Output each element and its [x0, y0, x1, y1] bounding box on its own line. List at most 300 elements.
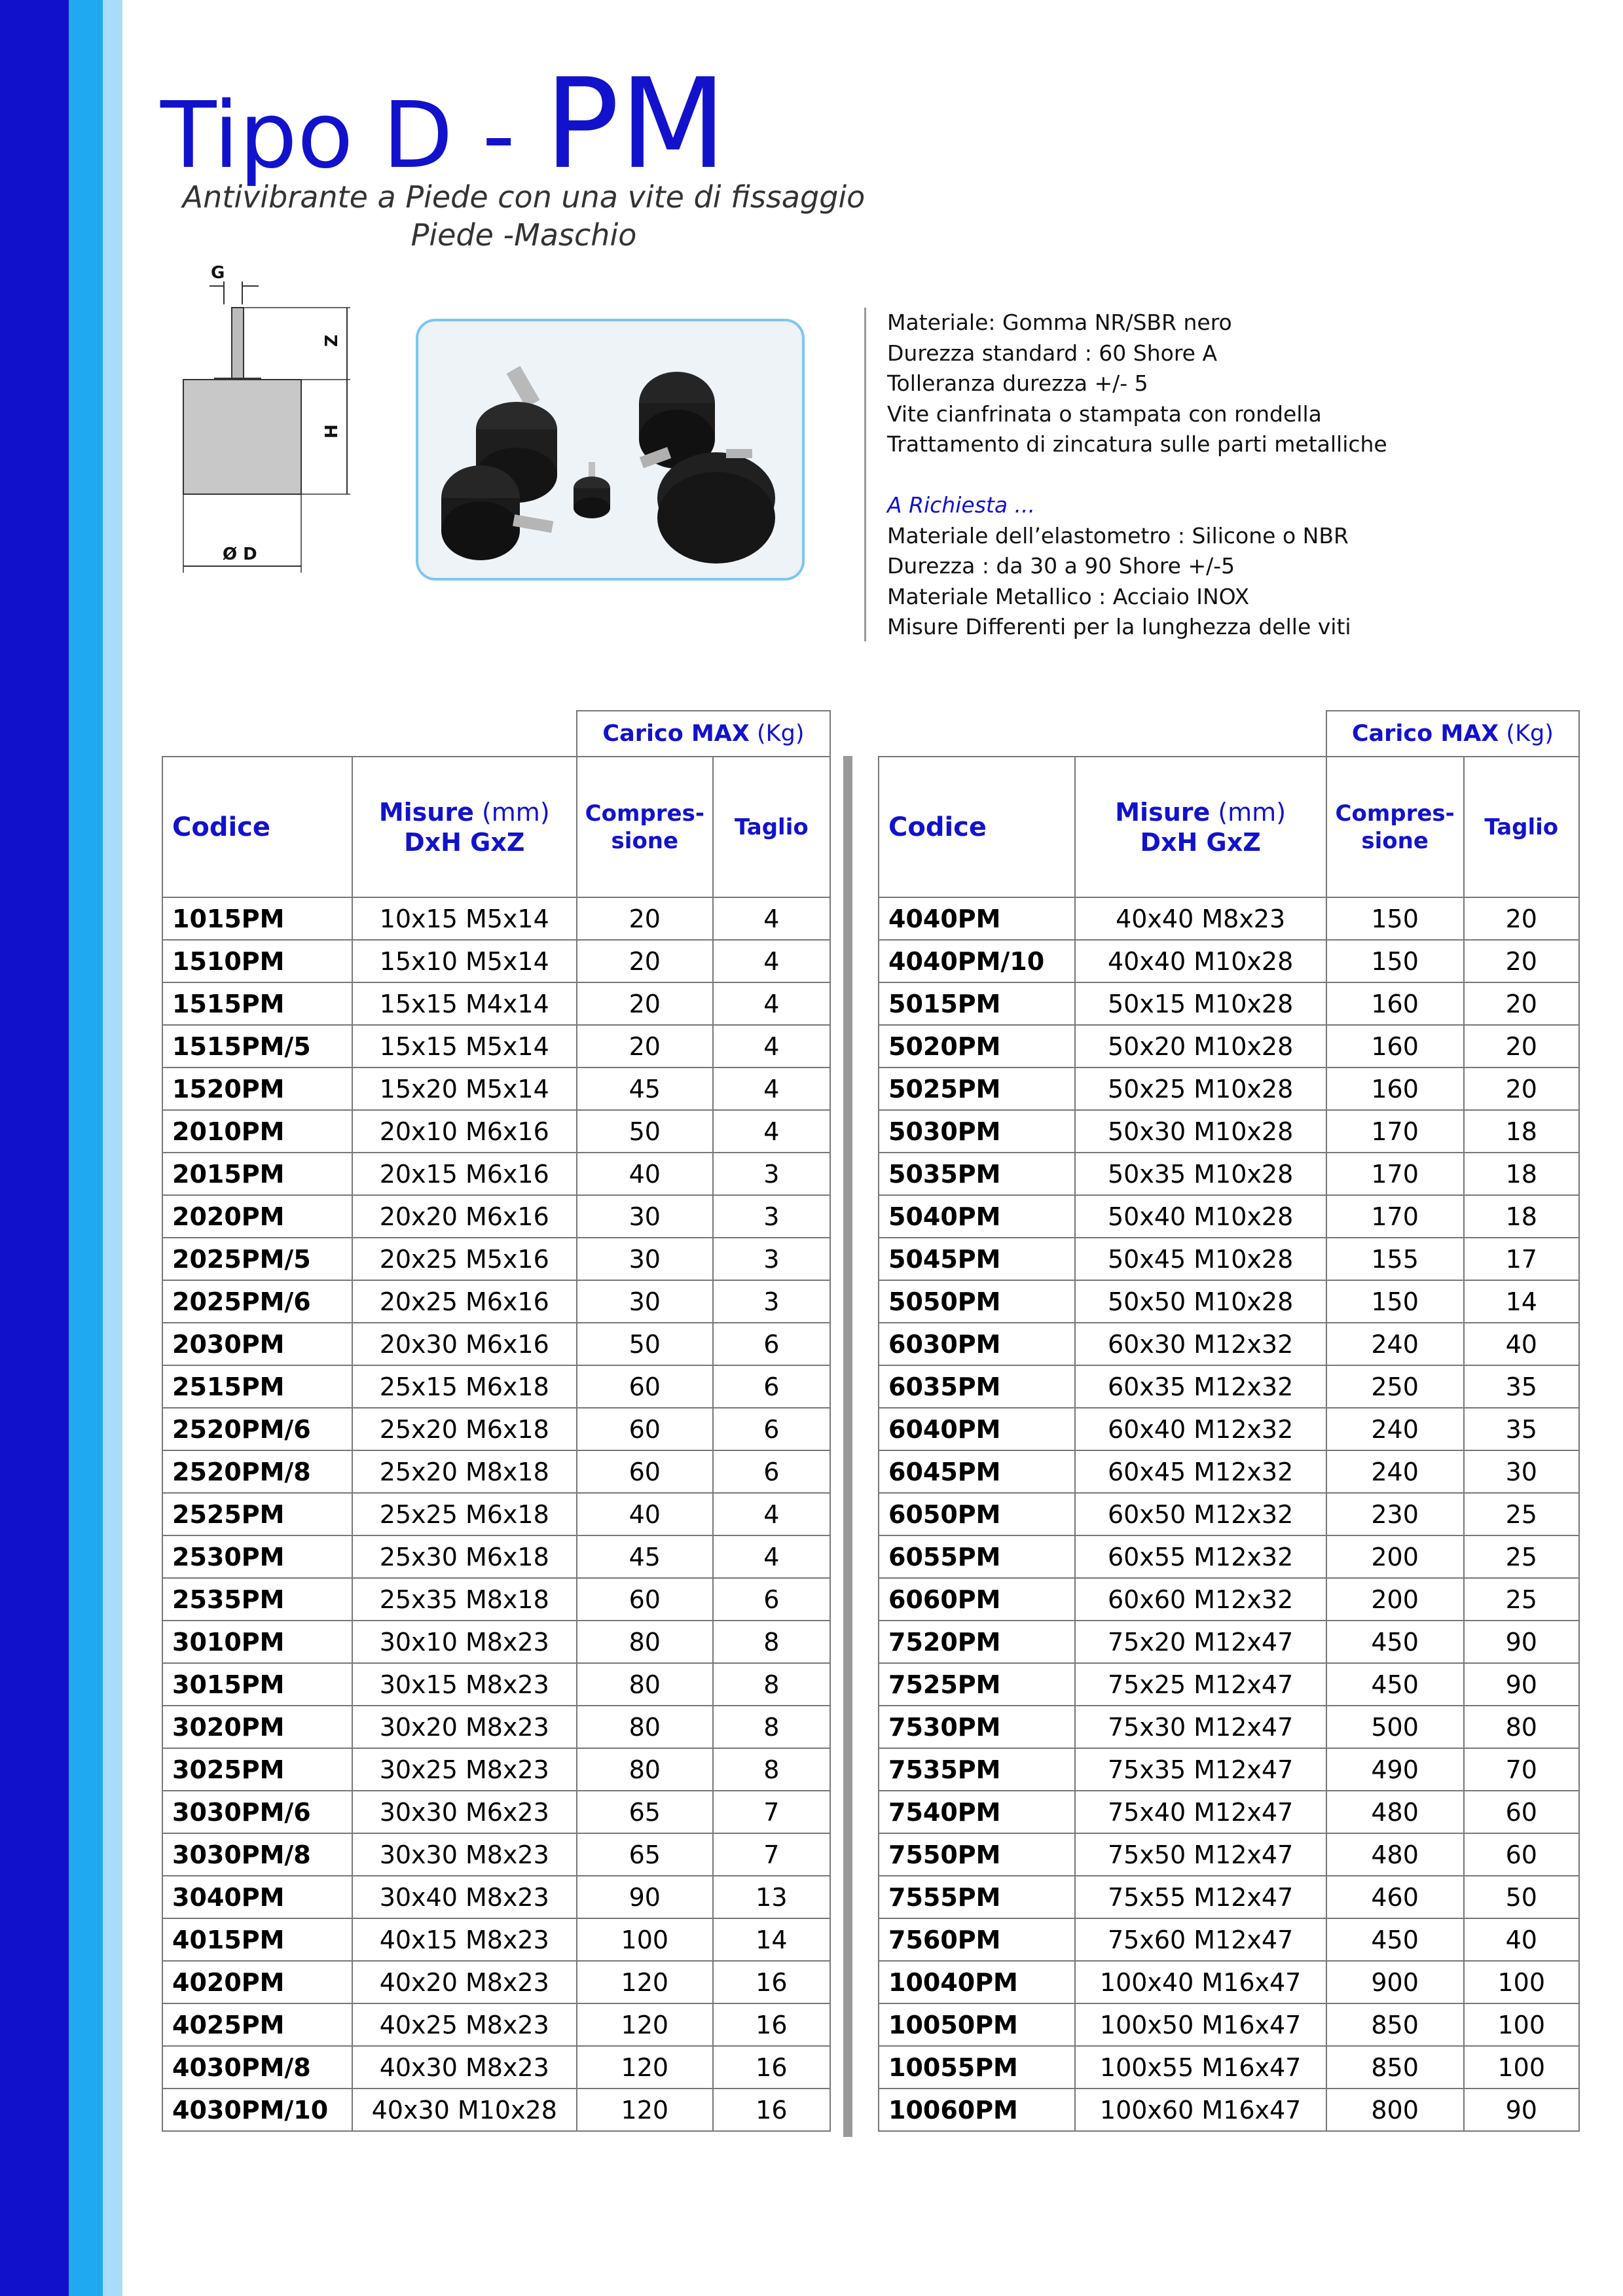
table-row	[879, 1323, 1579, 1365]
table-row	[162, 1365, 830, 1408]
cell-taglio: 13	[713, 1876, 830, 1918]
cell-misure: 75x25 M12x47	[1075, 1663, 1326, 1706]
cell-codice: 7550PM	[879, 1833, 1075, 1876]
cell-misure: 50x15 M10x28	[1075, 982, 1326, 1025]
cell-taglio: 6	[713, 1323, 830, 1365]
title-code: PM	[544, 52, 727, 196]
cell-codice: 10060PM	[879, 2089, 1075, 2131]
table-row	[879, 1791, 1579, 1833]
cell-taglio: 25	[1464, 1535, 1579, 1578]
table-row	[162, 940, 830, 982]
cell-misure: 25x35 M8x18	[352, 1578, 577, 1621]
cell-codice: 6055PM	[879, 1535, 1075, 1578]
cell-taglio: 16	[713, 2003, 830, 2046]
on-request-line: Materiale Metallico : Acciaio INOX	[887, 583, 1250, 609]
cell-codice: 2015PM	[162, 1153, 352, 1195]
cell-codice: 4040PM	[879, 897, 1075, 940]
cell-taglio: 50	[1464, 1876, 1579, 1918]
cell-compressione: 480	[1326, 1791, 1464, 1833]
subtitle-line-1: Antivibrante a Piede con una vite di fissaggio	[182, 179, 866, 215]
table-row	[879, 1067, 1579, 1110]
cell-compressione: 40	[577, 1153, 713, 1195]
cell-taglio: 90	[1464, 1621, 1579, 1663]
cell-taglio: 3	[713, 1195, 830, 1238]
table-row	[162, 2003, 830, 2046]
cell-compressione: 170	[1326, 1195, 1464, 1238]
cell-taglio: 60	[1464, 1791, 1579, 1833]
table-group-header-row	[162, 711, 830, 757]
cell-compressione: 20	[577, 897, 713, 940]
cell-misure: 20x30 M6x16	[352, 1323, 577, 1365]
table-row	[162, 1918, 830, 1961]
cell-codice: 4030PM/8	[162, 2046, 352, 2089]
cell-misure: 75x35 M12x47	[1075, 1748, 1326, 1791]
cell-compressione: 45	[577, 1067, 713, 1110]
cell-misure: 25x20 M8x18	[352, 1450, 577, 1493]
column-header-taglio: Taglio	[1464, 757, 1579, 897]
cell-compressione: 850	[1326, 2046, 1464, 2089]
cell-misure: 20x25 M5x16	[352, 1238, 577, 1280]
cell-compressione: 800	[1326, 2089, 1464, 2131]
cell-misure: 60x30 M12x32	[1075, 1323, 1326, 1365]
cell-misure: 20x20 M6x16	[352, 1195, 577, 1238]
cell-misure: 75x55 M12x47	[1075, 1876, 1326, 1918]
cell-compressione: 80	[577, 1621, 713, 1663]
cell-codice: 5020PM	[879, 1025, 1075, 1067]
table-row	[162, 1833, 830, 1876]
cell-compressione: 60	[577, 1450, 713, 1493]
cell-compressione: 450	[1326, 1621, 1464, 1663]
cell-misure: 75x60 M12x47	[1075, 1918, 1326, 1961]
cell-compressione: 200	[1326, 1535, 1464, 1578]
cell-compressione: 80	[577, 1663, 713, 1706]
spec-line: Trattamento di zincatura sulle parti metalliche	[887, 431, 1387, 457]
cell-codice: 6050PM	[879, 1493, 1075, 1535]
cell-taglio: 20	[1464, 897, 1579, 940]
cell-taglio: 16	[713, 1961, 830, 2003]
cell-misure: 30x15 M8x23	[352, 1663, 577, 1706]
cell-misure: 50x40 M10x28	[1075, 1195, 1326, 1238]
table-row	[162, 1238, 830, 1280]
cell-compressione: 250	[1326, 1365, 1464, 1408]
cell-compressione: 490	[1326, 1748, 1464, 1791]
table-row	[879, 940, 1579, 982]
column-header-compressione: Compres- sione	[1326, 757, 1464, 897]
cell-taglio: 40	[1464, 1323, 1579, 1365]
cell-compressione: 160	[1326, 982, 1464, 1025]
dim-label-h: H	[322, 424, 342, 439]
table-row	[879, 1961, 1579, 2003]
cell-taglio: 20	[1464, 982, 1579, 1025]
cell-misure: 30x40 M8x23	[352, 1876, 577, 1918]
on-request-line: Durezza : da 30 a 90 Shore +/-5	[887, 553, 1235, 579]
cell-compressione: 120	[577, 2003, 713, 2046]
cell-taglio: 4	[713, 1535, 830, 1578]
cell-taglio: 80	[1464, 1706, 1579, 1748]
cell-codice: 2025PM/5	[162, 1238, 352, 1280]
cell-taglio: 4	[713, 982, 830, 1025]
cell-compressione: 30	[577, 1280, 713, 1323]
table-row	[162, 897, 830, 940]
product-table-left	[162, 710, 831, 2132]
cell-compressione: 90	[577, 1876, 713, 1918]
cell-taglio: 90	[1464, 1663, 1579, 1706]
cell-misure: 60x50 M12x32	[1075, 1493, 1326, 1535]
cell-codice: 3030PM/8	[162, 1833, 352, 1876]
cell-misure: 75x40 M12x47	[1075, 1791, 1326, 1833]
cell-codice: 6035PM	[879, 1365, 1075, 1408]
technical-drawing	[170, 259, 367, 586]
cell-compressione: 240	[1326, 1323, 1464, 1365]
cell-taglio: 4	[713, 1493, 830, 1535]
cell-taglio: 17	[1464, 1238, 1579, 1280]
table-row	[879, 1706, 1579, 1748]
subtitle-line-2: Piede -Maschio	[410, 217, 637, 253]
cell-codice: 2530PM	[162, 1535, 352, 1578]
cell-codice: 5050PM	[879, 1280, 1075, 1323]
cell-taglio: 60	[1464, 1833, 1579, 1876]
cell-misure: 20x15 M6x16	[352, 1153, 577, 1195]
cell-compressione: 170	[1326, 1153, 1464, 1195]
cell-taglio: 35	[1464, 1408, 1579, 1450]
cell-compressione: 200	[1326, 1578, 1464, 1621]
table-row	[162, 1280, 830, 1323]
cell-compressione: 240	[1326, 1450, 1464, 1493]
cell-compressione: 450	[1326, 1918, 1464, 1961]
cell-compressione: 480	[1326, 1833, 1464, 1876]
cell-codice: 7530PM	[879, 1706, 1075, 1748]
cell-codice: 2020PM	[162, 1195, 352, 1238]
left-border-dark-stripe	[0, 0, 69, 2296]
cell-codice: 2535PM	[162, 1578, 352, 1621]
on-request-heading: A Richiesta ...	[887, 492, 1036, 518]
cell-compressione: 60	[577, 1408, 713, 1450]
cell-misure: 100x50 M16x47	[1075, 2003, 1326, 2046]
table-row	[162, 1706, 830, 1748]
table-row	[162, 1110, 830, 1153]
cell-codice: 1015PM	[162, 897, 352, 940]
cell-codice: 5040PM	[879, 1195, 1075, 1238]
cell-taglio: 70	[1464, 1748, 1579, 1791]
cell-misure: 25x30 M6x18	[352, 1535, 577, 1578]
column-header-taglio: Taglio	[713, 757, 830, 897]
cell-misure: 30x25 M8x23	[352, 1748, 577, 1791]
cell-taglio: 16	[713, 2046, 830, 2089]
product-table-right	[878, 710, 1580, 2132]
cell-compressione: 155	[1326, 1238, 1464, 1280]
column-header-codice: Codice	[879, 757, 1075, 897]
cell-codice: 10040PM	[879, 1961, 1075, 2003]
table-group-header-row	[879, 711, 1579, 757]
carico-max-header: Carico MAX (Kg)	[1326, 711, 1579, 757]
table-row	[879, 2003, 1579, 2046]
cell-taglio: 40	[1464, 1918, 1579, 1961]
table-row	[162, 1961, 830, 2003]
cell-misure: 100x55 M16x47	[1075, 2046, 1326, 2089]
cell-misure: 10x15 M5x14	[352, 897, 577, 940]
cell-compressione: 150	[1326, 897, 1464, 940]
cell-misure: 20x10 M6x16	[352, 1110, 577, 1153]
table-row	[162, 2089, 830, 2131]
cell-compressione: 60	[577, 1365, 713, 1408]
spec-line: Durezza standard : 60 Shore A	[887, 340, 1218, 366]
table-row	[879, 1621, 1579, 1663]
cell-compressione: 240	[1326, 1408, 1464, 1450]
cell-taglio: 6	[713, 1365, 830, 1408]
cell-taglio: 7	[713, 1791, 830, 1833]
table-row	[879, 2046, 1579, 2089]
cell-codice: 3020PM	[162, 1706, 352, 1748]
cell-taglio: 4	[713, 940, 830, 982]
cell-codice: 2010PM	[162, 1110, 352, 1153]
cell-codice: 3040PM	[162, 1876, 352, 1918]
cell-misure: 40x15 M8x23	[352, 1918, 577, 1961]
cell-codice: 4030PM/10	[162, 2089, 352, 2131]
cell-taglio: 25	[1464, 1493, 1579, 1535]
cell-taglio: 6	[713, 1408, 830, 1450]
cell-misure: 75x20 M12x47	[1075, 1621, 1326, 1663]
cell-taglio: 6	[713, 1450, 830, 1493]
table-row	[879, 1535, 1579, 1578]
table-row	[879, 1748, 1579, 1791]
cell-codice: 1515PM/5	[162, 1025, 352, 1067]
cell-compressione: 50	[577, 1110, 713, 1153]
cell-codice: 4025PM	[162, 2003, 352, 2046]
table-row	[162, 982, 830, 1025]
cell-codice: 10055PM	[879, 2046, 1075, 2089]
cell-taglio: 18	[1464, 1153, 1579, 1195]
cell-codice: 2520PM/8	[162, 1450, 352, 1493]
cell-misure: 30x10 M8x23	[352, 1621, 577, 1663]
cell-misure: 40x20 M8x23	[352, 1961, 577, 2003]
table-row	[879, 897, 1579, 940]
cell-compressione: 60	[577, 1578, 713, 1621]
cell-compressione: 120	[577, 2089, 713, 2131]
table-row	[162, 1450, 830, 1493]
left-border-light-stripe	[103, 0, 122, 2296]
cell-misure: 40x30 M8x23	[352, 2046, 577, 2089]
cell-codice: 2525PM	[162, 1493, 352, 1535]
cell-taglio: 4	[713, 897, 830, 940]
table-row	[162, 1195, 830, 1238]
table-row	[879, 1578, 1579, 1621]
cell-taglio: 100	[1464, 1961, 1579, 2003]
table-row	[162, 2046, 830, 2089]
cell-taglio: 8	[713, 1706, 830, 1748]
table-row	[879, 982, 1579, 1025]
cell-misure: 60x60 M12x32	[1075, 1578, 1326, 1621]
cell-taglio: 3	[713, 1280, 830, 1323]
table-row	[162, 1323, 830, 1365]
cell-compressione: 30	[577, 1195, 713, 1238]
cell-codice: 4015PM	[162, 1918, 352, 1961]
cell-codice: 6045PM	[879, 1450, 1075, 1493]
cell-taglio: 20	[1464, 940, 1579, 982]
table-row	[162, 1663, 830, 1706]
column-header-misure: Misure (mm) DxH GxZ	[352, 757, 577, 897]
cell-compressione: 20	[577, 982, 713, 1025]
product-photo-illustration	[418, 321, 802, 578]
cell-taglio: 20	[1464, 1067, 1579, 1110]
cell-misure: 40x40 M10x28	[1075, 940, 1326, 982]
table-row	[162, 1748, 830, 1791]
cell-taglio: 18	[1464, 1195, 1579, 1238]
cell-compressione: 450	[1326, 1663, 1464, 1706]
cell-codice: 5035PM	[879, 1153, 1075, 1195]
cell-codice: 2030PM	[162, 1323, 352, 1365]
mount-photo-4	[574, 462, 610, 518]
cell-taglio: 6	[713, 1578, 830, 1621]
cell-codice: 6030PM	[879, 1323, 1075, 1365]
cell-codice: 7540PM	[879, 1791, 1075, 1833]
table-row	[879, 1110, 1579, 1153]
table-row	[879, 1663, 1579, 1706]
cell-taglio: 90	[1464, 2089, 1579, 2131]
spec-line: Materiale: Gomma NR/SBR nero	[887, 310, 1232, 335]
cell-codice: 3010PM	[162, 1621, 352, 1663]
cell-misure: 40x25 M8x23	[352, 2003, 577, 2046]
cell-misure: 30x30 M6x23	[352, 1791, 577, 1833]
cell-misure: 60x55 M12x32	[1075, 1535, 1326, 1578]
table-row	[879, 1918, 1579, 1961]
cell-codice: 2025PM/6	[162, 1280, 352, 1323]
table-row	[879, 1408, 1579, 1450]
cell-misure: 25x15 M6x18	[352, 1365, 577, 1408]
cell-taglio: 3	[713, 1238, 830, 1280]
table-row	[162, 1153, 830, 1195]
specifications-block	[864, 308, 1453, 641]
cell-misure: 15x15 M4x14	[352, 982, 577, 1025]
cell-taglio: 100	[1464, 2003, 1579, 2046]
table-row	[879, 1280, 1579, 1323]
cell-taglio: 30	[1464, 1450, 1579, 1493]
cell-codice: 5015PM	[879, 982, 1075, 1025]
cell-compressione: 160	[1326, 1067, 1464, 1110]
page-title	[160, 52, 727, 196]
cell-compressione: 65	[577, 1833, 713, 1876]
cell-taglio: 100	[1464, 2046, 1579, 2089]
cell-codice: 5045PM	[879, 1238, 1075, 1280]
dim-label-d: Ø D	[223, 545, 257, 564]
cell-compressione: 460	[1326, 1876, 1464, 1918]
cell-misure: 25x20 M6x18	[352, 1408, 577, 1450]
cell-compressione: 80	[577, 1706, 713, 1748]
dim-label-g: G	[211, 263, 225, 283]
table-separator-bar	[843, 756, 852, 2137]
table-row	[879, 1238, 1579, 1280]
table-row	[879, 2089, 1579, 2131]
cell-codice: 4040PM/10	[879, 940, 1075, 982]
table-row	[162, 1493, 830, 1535]
cell-codice: 3030PM/6	[162, 1791, 352, 1833]
cell-taglio: 20	[1464, 1025, 1579, 1067]
cell-compressione: 30	[577, 1238, 713, 1280]
cell-codice: 3015PM	[162, 1663, 352, 1706]
on-request-line: Materiale dell’elastometro : Silicone o NBR	[887, 522, 1349, 548]
cell-codice: 7520PM	[879, 1621, 1075, 1663]
table-row	[162, 1535, 830, 1578]
cell-misure: 50x50 M10x28	[1075, 1280, 1326, 1323]
cell-misure: 60x40 M12x32	[1075, 1408, 1326, 1450]
cell-compressione: 100	[577, 1918, 713, 1961]
table-row	[879, 1450, 1579, 1493]
cell-codice: 7525PM	[879, 1663, 1075, 1706]
table-row	[879, 1876, 1579, 1918]
cell-codice: 4020PM	[162, 1961, 352, 2003]
cell-compressione: 50	[577, 1323, 713, 1365]
cell-taglio: 35	[1464, 1365, 1579, 1408]
column-header-misure: Misure (mm) DxH GxZ	[1075, 757, 1326, 897]
column-header-compressione: Compres- sione	[577, 757, 713, 897]
left-border-mid-stripe	[69, 0, 103, 2296]
cell-misure: 15x20 M5x14	[352, 1067, 577, 1110]
cell-codice: 1515PM	[162, 982, 352, 1025]
cell-misure: 50x30 M10x28	[1075, 1110, 1326, 1153]
cell-codice: 5025PM	[879, 1067, 1075, 1110]
cell-codice: 7535PM	[879, 1748, 1075, 1791]
cell-misure: 50x20 M10x28	[1075, 1025, 1326, 1067]
carico-max-header: Carico MAX (Kg)	[577, 711, 830, 757]
cell-codice: 5030PM	[879, 1110, 1075, 1153]
cell-codice: 1520PM	[162, 1067, 352, 1110]
cell-compressione: 40	[577, 1493, 713, 1535]
table-row	[162, 1408, 830, 1450]
cell-taglio: 3	[713, 1153, 830, 1195]
table-column-header-row	[162, 757, 830, 897]
cell-compressione: 150	[1326, 1280, 1464, 1323]
cell-misure: 15x10 M5x14	[352, 940, 577, 982]
page-subtitle	[131, 178, 917, 254]
cell-taglio: 18	[1464, 1110, 1579, 1153]
cell-compressione: 150	[1326, 940, 1464, 982]
cell-compressione: 230	[1326, 1493, 1464, 1535]
table-column-header-row	[879, 757, 1579, 897]
table-row	[162, 1067, 830, 1110]
cell-taglio: 14	[1464, 1280, 1579, 1323]
cell-compressione: 20	[577, 940, 713, 982]
cell-codice: 2515PM	[162, 1365, 352, 1408]
table-row	[162, 1025, 830, 1067]
cell-taglio: 4	[713, 1067, 830, 1110]
cell-compressione: 120	[577, 2046, 713, 2089]
spec-spacer	[866, 460, 1453, 491]
cell-misure: 50x25 M10x28	[1075, 1067, 1326, 1110]
table-row	[162, 1621, 830, 1663]
cell-codice: 6060PM	[879, 1578, 1075, 1621]
title-prefix: Tipo D -	[160, 82, 545, 189]
cell-misure: 75x30 M12x47	[1075, 1706, 1326, 1748]
on-request-line: Misure Differenti per la lunghezza delle viti	[887, 614, 1351, 639]
table-row	[879, 1365, 1579, 1408]
cell-codice: 7555PM	[879, 1876, 1075, 1918]
cell-compressione: 900	[1326, 1961, 1464, 2003]
cell-codice: 3025PM	[162, 1748, 352, 1791]
column-header-codice: Codice	[162, 757, 352, 897]
cell-misure: 40x30 M10x28	[352, 2089, 577, 2131]
cell-compressione: 120	[577, 1961, 713, 2003]
cell-codice: 7560PM	[879, 1918, 1075, 1961]
cell-taglio: 4	[713, 1110, 830, 1153]
cell-taglio: 14	[713, 1918, 830, 1961]
table-row	[162, 1876, 830, 1918]
cell-taglio: 8	[713, 1663, 830, 1706]
cell-compressione: 850	[1326, 2003, 1464, 2046]
product-photo	[416, 319, 805, 581]
cell-misure: 100x40 M16x47	[1075, 1961, 1326, 2003]
cell-misure: 60x35 M12x32	[1075, 1365, 1326, 1408]
spec-line: Vite cianfrinata o stampata con rondella	[887, 401, 1322, 427]
cell-taglio: 25	[1464, 1578, 1579, 1621]
